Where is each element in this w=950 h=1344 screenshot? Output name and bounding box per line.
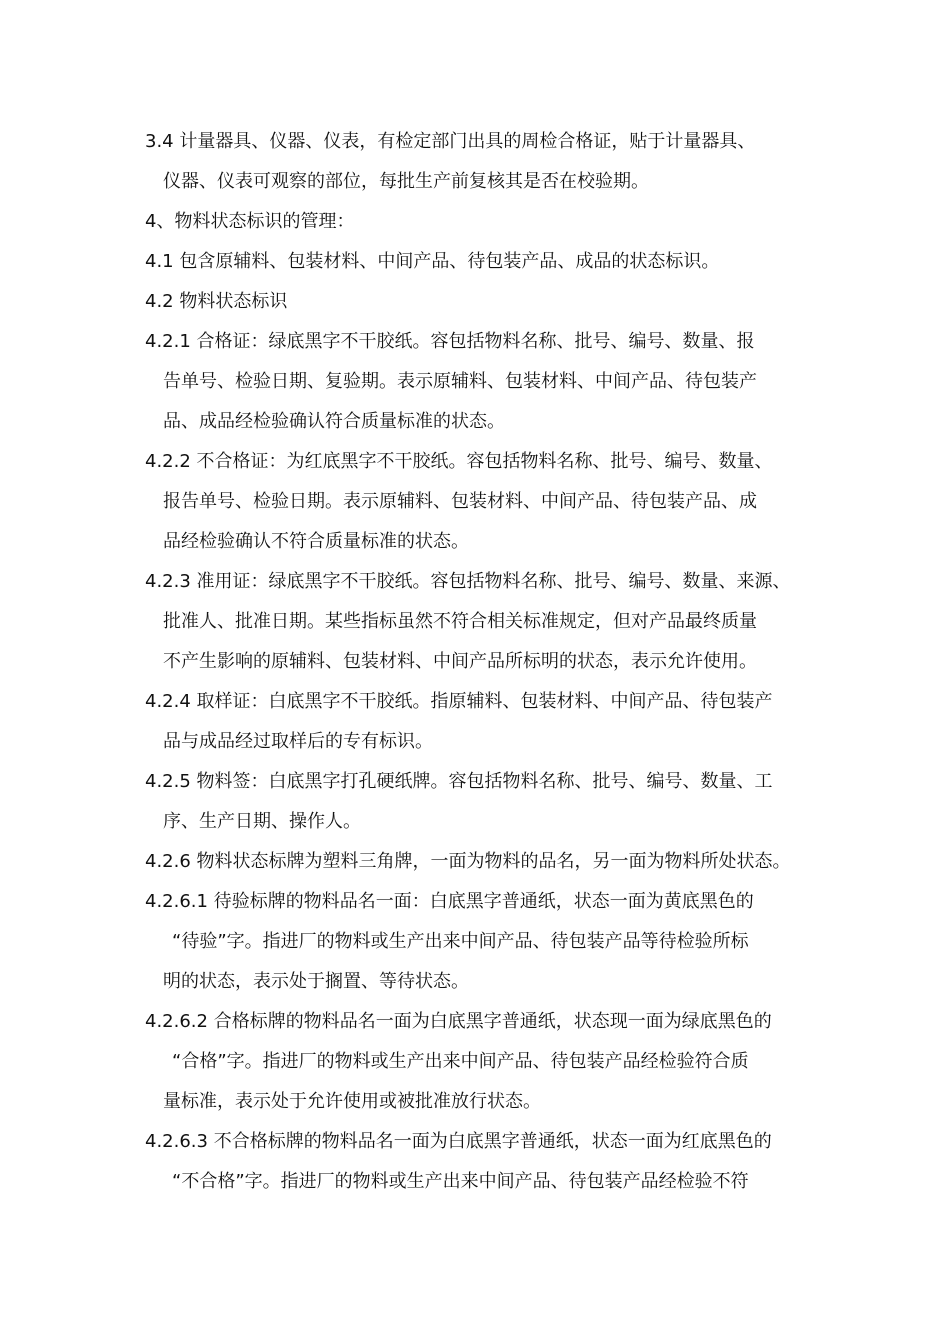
text-line: 4.2.6.1 待验标牌的物料品名一面：白底黑字普通纸，状态一面为黄底黑色的 [145, 891, 754, 912]
text-line: “不合格”字。指进厂的物料或生产出来中间产品、待包装产品经检验不符 [172, 1171, 749, 1192]
subsection-heading: 4.2 物料状态标识 [145, 291, 288, 312]
text-line: 品、成品经检验确认符合质量标准的状态。 [163, 411, 505, 432]
text-line: 4.2.6.3 不合格标牌的物料品名一面为白底黑字普通纸，状态一面为红底黑色的 [145, 1131, 772, 1152]
text-line: 4.2.1 合格证：绿底黑字不干胶纸。容包括物料名称、批号、编号、数量、报 [145, 331, 755, 352]
text-line: 4.2.5 物料签：白底黑字打孔硬纸牌。容包括物料名称、批号、编号、数量、工 [145, 771, 773, 792]
text-line: 批准人、批准日期。某些指标虽然不符合相关标准规定，但对产品最终质量 [163, 611, 757, 632]
text-line: 明的状态，表示处于搁置、等待状态。 [163, 971, 469, 992]
text-line: 量标准，表示处于允许使用或被批准放行状态。 [163, 1091, 541, 1112]
text-line: “待验”字。指进厂的物料或生产出来中间产品、待包装产品等待检验所标 [172, 931, 749, 952]
text-line: 4.2.2 不合格证：为红底黑字不干胶纸。容包括物料名称、批号、编号、数量、 [145, 451, 773, 472]
text-line: 品经检验确认不符合质量标准的状态。 [163, 531, 469, 552]
text-line: 3.4 计量器具、仪器、仪表，有检定部门出具的周检合格证，贴于计量器具、 [145, 131, 756, 152]
text-line: 4.2.6.2 合格标牌的物料品名一面为白底黑字普通纸，状态现一面为绿底黑色的 [145, 1011, 772, 1032]
text-line: 4.2.3 准用证：绿底黑字不干胶纸。容包括物料名称、批号、编号、数量、来源、 [145, 571, 791, 592]
text-line: 4.1 包含原辅料、包装材料、中间产品、待包装产品、成品的状态标识。 [145, 251, 720, 272]
text-line: 不产生影响的原辅料、包装材料、中间产品所标明的状态，表示允许使用。 [163, 651, 757, 672]
text-line: 告单号、检验日期、复验期。表示原辅料、包装材料、中间产品、待包装产 [163, 371, 757, 392]
document-body [145, 122, 830, 1202]
text-line: 报告单号、检验日期。表示原辅料、包装材料、中间产品、待包装产品、成 [163, 491, 757, 512]
text-line: 4.2.4 取样证：白底黑字不干胶纸。指原辅料、包装材料、中间产品、待包装产 [145, 691, 773, 712]
section-heading: 4、物料状态标识的管理： [145, 211, 355, 232]
text-line: 仪器、仪表可观察的部位，每批生产前复核其是否在校验期。 [163, 171, 649, 192]
text-line: 品与成品经过取样后的专有标识。 [163, 731, 433, 752]
text-line: 4.2.6 物料状态标牌为塑料三角牌，一面为物料的品名，另一面为物料所处状态。 [145, 851, 791, 872]
text-line: “合格”字。指进厂的物料或生产出来中间产品、待包装产品经检验符合质 [172, 1051, 749, 1072]
text-line: 序、生产日期、操作人。 [163, 811, 361, 832]
